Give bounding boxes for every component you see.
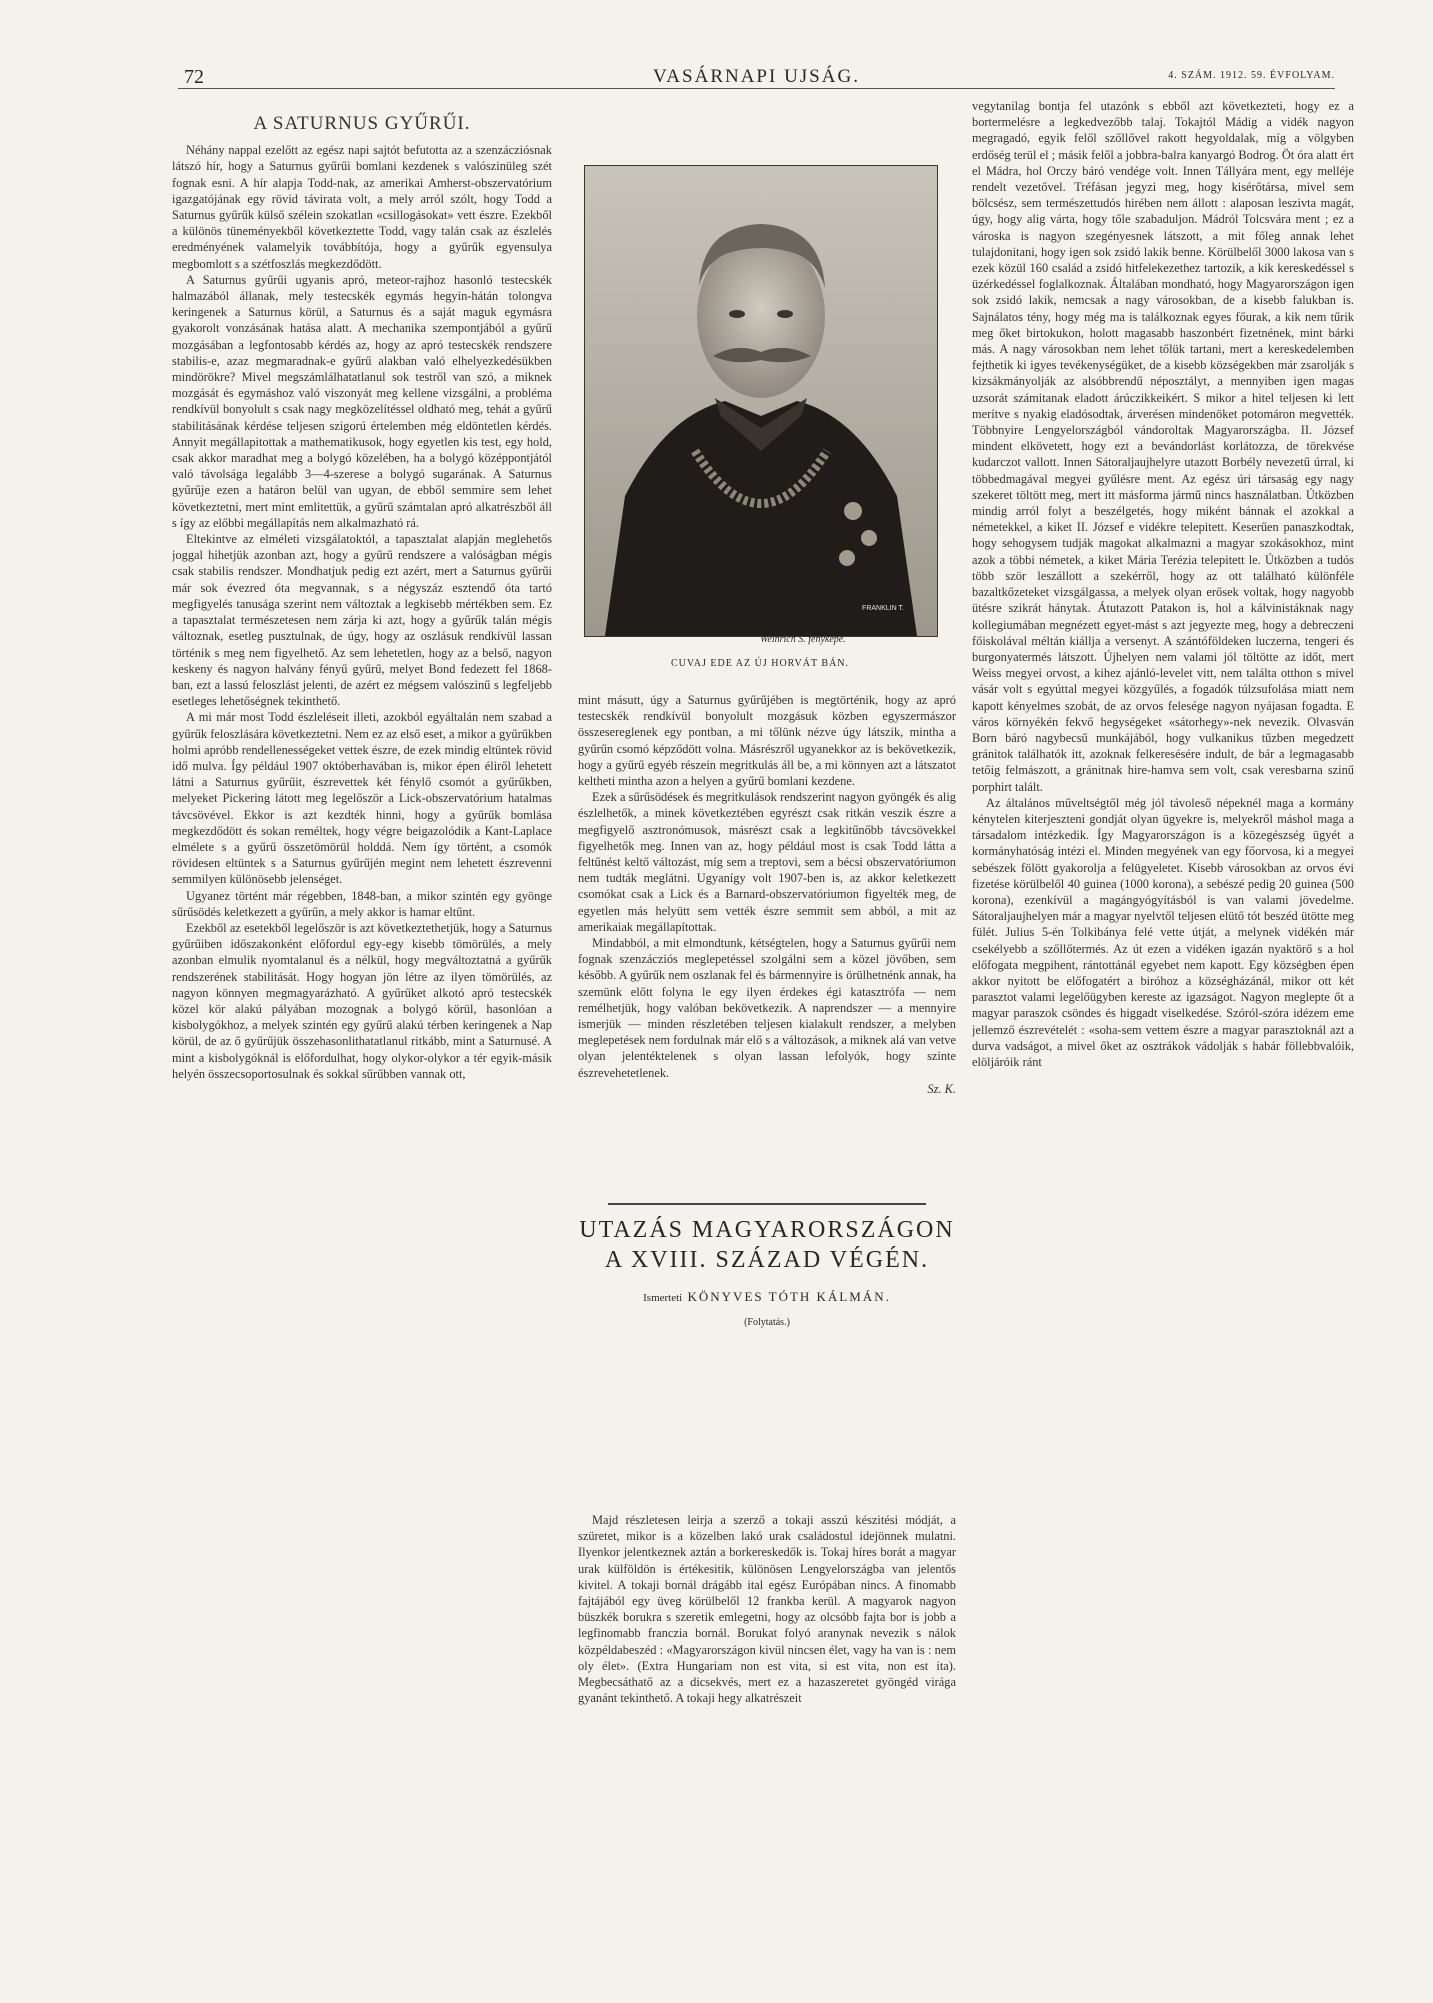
portrait-photo: [584, 165, 938, 637]
photo-caption: CUVAJ EDE AZ ÚJ HORVÁT BÁN.: [670, 658, 850, 669]
engraver-mark: FRANKLIN T.: [862, 605, 904, 612]
photo-credit: Weinrich S. fényképe.: [760, 634, 846, 645]
paragraph: A mi már most Todd észleléseit illeti, azokból egyáltalán nem szabad a gyűrűk feloszlására következtetni. Nem ez az első eset, a mikor a gyűrűkben holmi apróbb rendellenességeket vettek észre, de ezek mindig eltüntek rövid idő mulva. Így például 1907 októberhavában is, mikor épen éliről lehetett látni a Saturnus gyűrűit, észrevettek két fénylő csomót a gyűrűkben, melyeket Pickering látott meg legelőször a Lick-obszervatórium hatalmas távcsövével. Ekkor is azt kezdték hinni, hogy a gyűrűk bomlása megkezdődött és sokan reméltek, hogy végre beigazolódik a Kant-Laplace elmélete s a gyűrű összetömörül holddá. Nem így történt, a csomók rövidesen eltüntek s a Saturnus gyűrűjén megint nem lehetett észrevenni semmilyen különösebb jelenséget.: [172, 710, 552, 887]
paragraph: vegytanilag bontja fel utazónk s ebből azt következteti, hogy ez a bortermelésre a legkedvezőbb talaj. Tokajtól Mádig a vidék nagyon megragadó, egyik felől szőllővel rakott hegyoldalak, míg a völgyben erdőség terül el ; másik felől a jobbra-balra kanyargó Bodrog. Öt óra alatt ért el Mádra, hol Orczy báró vendége volt. Innen Tállyára ment, egy melléje rendelt vezetővel. Tréfásan jegyzi meg, hogy kisérőtársa, mivel sem bölcsész, sem természettudós hirében nem állott : alaposan leszivta magát, úgy, hogy alig várta, hogy tőle szabaduljon. Mádról Tolcsvára ment ; ez a városka is nagyon szegényesnek látszott, a mit főleg annak lehet tulajdonitani, hogy igen sok zsidó lakik benne. Körülbelől 3000 lakosa van s ezek közül 160 család a zsidó hitfelekezethez tartozik, a kik kereskedéssel s üzérkedéssel foglalkoznak. Általában mondható, hogy Magyarországon igen sok zsidó lakik, nemcsak a nagy városokban, de a kisebb falukban is. Sajnálatos tény, hogy még ma is találkoznak egyes főurak, a kik nem tűrik meg őket birtokukon, holott magasabb haszonbért fizetnének, mint bárki más. A nagy városokban nem lehet tőlük tartani, mert a kereskedelemben fejthetik ki igyes tevékenységüket, de a kisebb községekben már zsarolják s kizsákmányolják az alsóbbrendű néposztályt, a mennyiben igen magas uzsorát számitanak eladott árúczikkeikért. S mikor a hitel teljesen ki lett merítve s nyakig eladósodtak, árverésen mindenöket potomáron megvették. Többnyire Lengyelországból vándoroltak Magyarországba. II. József mindent elkövetett, hogy ezt a bevándorlást korlátozza, de törekvése kudarczot vallott. Innen Sátoraljaujhelyre utazott Borbély nevezetű úrral, ki többedmagával megyei gyűlésre ment. Az egész úri társaság egy nagy szekeret töltött meg, mert itt másforma jármű nincs használatban. Útközben mindig arról folyt a beszélgetés, hogy miként bánnak el azokkal a németekkel, a kiket II. József e vidékre telepitett. Keserűen panaszkodtak, hogy sehogysem tudják magokat alkalmazni a magyar szokásokhoz, mint azok a többi németek, a kiket Mária Terézia telepitett le. Útközben a tudós több ször leszállott a szekérről, hogy az ott található különféle bazaltkőzeteket vizsgálgassa, a melyek olyan erősek voltak, hogy nagyobb ütésre szikrát hánytak. Átutazott Patakon is, hol a kálvinistáknak nagy kollegiumában megnézett egyet-mást s azt jegyezte meg, hogy a debreczeni főiskolával méltán kiállja a versenyt. A szántóföldeken luczerna, tengeri és burgonyatermés látszott. Újhelyen nem valami jól töltötte az időt, mert Weiss megyei orvost, a kihez ajánló-levelet vitt, nem találta otthon s mivel vásár volt s egyúttal megyei közgyűlés, a fogadók túlzsufolása miatt nem kapott kényelmes szobát, de az orvos felesége nagyon nyájasan fogadta. E város környékén fekvő hegységeket «sátorhegy»-nek nevezik. Olvasván Born báró nagybecsű munkájából, hogy vulkanikus tűzben megedzett gránitok találhatók itt, azoknak felkeresésére indult, de bár a legmagasabb tetőig felmászott, a gránitnak hire-hamva sem volt, csak veresbarna szinű porphirt talált.: [972, 99, 1354, 794]
section-divider: [608, 1203, 926, 1205]
paragraph: Ezekből az esetekből legelőször is azt következtethetjük, hogy a Saturnus gyűrűiben időszakonként előfordul egy-egy kisebb tömörülés, a mely azonban elmulik nyomtalanul és a nélkül, hogy megváltoztatná a gyűrűk rendszerének stabilitását. Hogy hogyan jön létre az ilyen tömörülés, az nagyon könnyen megmagyarázható. A gyűrűket alkotó apró testecskék közel kör alakú pályában mozognak a bolygó körül, hasonlóan a kisbolygókhoz, a melyek szintén egy gyűrű alakú térben keringenek a Nap körül, de az ő gyűrűjük összehasonlithatatlanul ritkább, mint a Saturnusé. A mint a kisbolygóknál is előfordulhat, hogy olykor-olykor a tér egyik-másik helyén összecsoportosulnak és sokkal sűrűbben vannak ott,: [172, 920, 552, 1081]
paragraph: Az általános műveltségtől még jól távoleső népeknél maga a kormány kénytelen kiterjeszteni gondját olyan ügyekre is, melyekről máshol maga a társadalom intézkedik. Így Magyarországon is a közegészség ügyét a kormányhatóság intézi el. Minden megyének van egy főorvosa, ki a megyei sebészek fölött gyakorolja a felügyeletet. Kisebb városokban az orvos évi fizetése körülbelől 40 guinea (1000 korona), a sebészé pedig 20 guinea (500 korona), ezenkívül a magángyógyításból is van valami jövedelme. Sátoraljaujhelyen már a magyar nyelvtől teljesen elütő tót beszéd ütötte meg fülét. Julius 5-én Tolkibánya felé vette útját, a melynek vidékén már csekélyebb a szőllőtermés. Az út ezen a vidéken igazán nyaktörő s a hol előfogata megpihent, rántottánál egyebet nem kapott. Egy községben épen akkor nyitott be előfogatért a biróhoz a községházánál, mikor ott két parasztot valami legelőügyben kereste az igazságot. Nagyon meglepte őt a magyar paraszok csöndes és higgadt viselkedése. Szóról-szóra idézem eme jellemző észrevételét : «soha-sem vettem észre a magyar parasztoknál azt a durva vadságot, a mivel őket az osztrákok vádolják s habár föllebbvalóik, elöljáróik ránt: [972, 795, 1354, 1069]
masthead: VASÁRNAPI UJSÁG.: [653, 66, 860, 87]
paragraph: Néhány nappal ezelőtt az egész napi sajtót befutotta az a szenzácziósnak látszó hír, hogy a Saturnus gyűrűi bomlani kezdenek s valószinüleg szét fognak esni. A hír alapja Todd-nak, az amerikai Amherst-obszervatórium igazgatójának egy rövid távirata volt, a mely arról szólt, hogy Todd a Saturnus gyűrűk külső szélein szokatlan «csillogásokat» vett észre. Ezekből a különös tüneményekből következtette Todd, vagy talán csak az észlelés eredményének valamelyik továbbítója, hogy a gyűrűk egyensulya megbomlott s a szétfoszlás megkezdődött.: [172, 143, 552, 271]
article-signature: Sz. K.: [927, 1081, 956, 1096]
article-travel-column-right: [972, 98, 1354, 1978]
article-travel-column: [578, 1512, 956, 1982]
article-saturn-continuation: [578, 692, 956, 1192]
article-saturn-column: [172, 106, 552, 1981]
paragraph: Ugyanez történt már régebben, 1848-ban, a mikor szintén egy gyönge sűrűsödés keletkezett a gyűrűn, a mely akkor is hamar eltűnt.: [172, 888, 552, 919]
article-travel-title-line2: A XVIII. SZÁZAD VÉGÉN.: [604, 1247, 930, 1273]
article-travel-heading: [578, 1203, 956, 1328]
author-name: KÖNYVES TÓTH KÁLMÁN.: [687, 1289, 891, 1304]
article-author: [578, 1289, 956, 1305]
page-number: 72: [184, 66, 204, 88]
author-prefix: Ismerteti: [643, 1292, 683, 1304]
article-travel-title-line1: UTAZÁS MAGYARORSZÁGON: [579, 1217, 955, 1243]
page-header: [178, 66, 1335, 89]
paragraph: Ezek a sűrűsödések és megritkulások rendszerint nagyon gyöngék és alig észlelhetők, a minek következtében egyrészt csak ritkán veszik észre a megfigyelő asztronómusok, másrészt csak a legkitűnőbb távcsövekkel figyelhetők meg. Innen van az, hogy például most is csak Todd látta a feltűnést keltő változást, míg sem a treptovi, sem a bécsi obszervatóriumon nem tudták meglátni. Ugyanígy volt 1907-ben is, az akkor keletkezett csomókat csak a Lick és a Barnard-obszervatóriumon figyelték meg, de egyetlen más helyütt sem vették észre semmit sem abból, a mit az amerikaiak megállapítottak.: [578, 790, 956, 934]
paragraph: Mindabból, a mit elmondtunk, kétségtelen, hogy a Saturnus gyűrűi nem fognak szenzácziós meglepetéssel szolgálni sem a közel jövőben, sem később. A gyűrűk nem oszlanak fel és bármennyire is örülhetnénk annak, ha szemünk előtt folyna le egy ilyen érdekes égi katasztrófa — nem remélhetjük, hogy valóban bekövetkezik. A naprendszer — a mennyire ismerjük — minden részletében teljesen kialakult rendszer, a melyben meglepetések nem fordulnak már elő s a változások, a miknek alá van vetve olyan jelentéktelenek s olyan lassan lefolyók, hogy szinte észrevehetetlenek.: [578, 936, 956, 1080]
issue-info: 4. SZÁM. 1912. 59. ÉVFOLYAM.: [1168, 70, 1335, 81]
paragraph: A Saturnus gyűrűi ugyanis apró, meteor-rajhoz hasonló testecskék halmazából állanak, mely testecskék egymás hegyin-hátán tolongva keringenek a Saturnus körül, a Saturnus és a saját maguk egymásra gyakorolt vonzásának hatása alatt. A mechanika szempontjából a gyűrű mozgásában a legfontosabb kérdés az, hogy az apró testecskék rendszere stabilis-e, azaz megmaradnak-e gyűrű alakban való elhelyezkedésükben mindörökre? Mivel megszámlálhatatlanul sok testről van szó, a miknek mozgását és egymáshoz való viszonyát meg kellene vizsgálni, a probléma rendkívül bonyolult s csak nagy megközelítéssel oldható meg, tehát a gyűrű stabilitásának kérdése teljesen szigorú értelemben még eldöntetlen kérdés. Annyit megállapitottak a mathematikusok, hogy egyetlen kis test, egy hold, csak akkor maradhat meg a bolygó közelében, ha a bolygó középpontjától való távolsága legalább 3—4-szerese a bolygó sugarának. A Saturnus gyűrűje ezen a határon belül van ugyan, de ebből semmire sem lehet következtetni, mert mint emlitettük, a gyűrű számtalan apró alkatrészből áll s így az előbbi megállapítás nem alkalmazható rá.: [172, 272, 552, 530]
continued-note: (Folytatás.): [744, 1317, 790, 1328]
article-saturn-title: A SATURNUS GYŰRŰI.: [253, 113, 471, 134]
paragraph: Eltekintve az elméleti vizsgálatoktól, a tapasztalat alapján meglehetős joggal hihetjük azonban azt, hogy a gyűrű rendszere a valóságban mégis csak stabilis rendszer. Mondhatjuk pedig ezt azért, mert a Saturnus gyűrűi már sok évezred óta megvannak, s a négyszáz esztendő óta tartó megfigyelés tanusága szerint nem változtak a legkisebb mértékben sem. Ez a tapasztalat természetesen nem zárja ki azt, hogy a gyűrűk talán mégis változnak, esetleg pusztulnak, de úgy, hogy az oszlásuk rendkívül lassan történik s meg nem figyelhető. Az sem lehetetlen, hogy az a belső, nagyon keskeny és nagyon halvány fényű gyűrű, melyet Bond fedezett fel 1868-ban, ezt a lassú feloszlást jelenti, de azért ez mégsem valószinű s legfeljebb esetleges lehetőségnek tekinthető.: [172, 532, 552, 709]
paragraph: mint másutt, úgy a Saturnus gyűrűjében is megtörténik, hogy az apró testecskék rendkívül bonyolult mozgásuk közben egyszermászor összesereglenek egy pontban, a mi tőlünk nézve úgy látszik, mintha a gyűrűn csomó képződött volna. Másrészről ugyanekkor az is bekövetkezik, hogy a gyűrű egyéb részein megritkulás áll be, a mi könnyen azt a látszatot keltheti mintha azon a helyen a gyűrű bomlani kezdene.: [578, 693, 956, 789]
paragraph: Majd részletesen leirja a szerző a tokaji asszú készitési módját, a szüretet, mikor is a közelben lakó urak családostul idejönnek mulatni. Ilyenkor jelentkeznek aztán a borkereskedők is. Tokaj híres borát a magyar urak külföldön is értékesitik, különösen Lengyelországba van jelentős kivitel. A tokaji bornál drágább ital egész Európában nincs. A finomabb fajtájából egy üveg körülbelől 12 frankba kerül. A magyarok nagyon büszkék borukra s szeretik emlegetni, hogy az olcsóbb fajta bor is jobb a legfinomabb franczia bornál. Borukat folyó aranynak nevezik s nálok közpéldabeszéd : «Magyarországon kivül nincsen élet, vagy ha van is : nem oly élet». (Extra Hungariam non est vita, si est vita, non est ita). Megbecsáthatő az a dicsekvés, mert ez a hazaszeretet gyöngéd virága gyanánt tekinthető. A tokaji hegy alkatrészeit: [578, 1513, 956, 1706]
